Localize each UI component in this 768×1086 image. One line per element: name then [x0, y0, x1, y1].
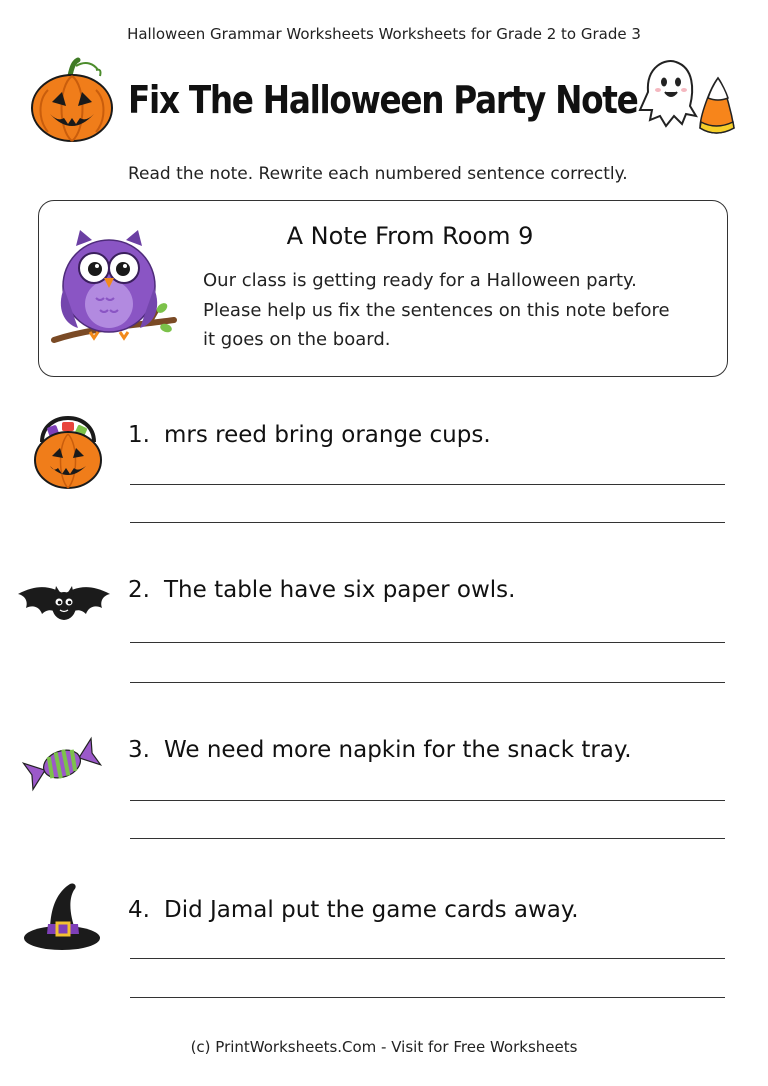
- witch-hat-icon: [22, 880, 104, 956]
- answer-line[interactable]: [130, 682, 725, 683]
- note-line: Our class is getting ready for a Halloween party.: [203, 270, 637, 291]
- note-title: A Note From Room 9: [286, 222, 534, 250]
- question-4: [128, 897, 579, 923]
- question-sentence: We need more napkin for the snack tray.: [164, 737, 632, 763]
- question-sentence: The table have six paper owls.: [164, 577, 516, 603]
- question-number: 4.: [128, 897, 150, 923]
- page-title: Fix The Halloween Party Note: [128, 78, 638, 122]
- candy-corn-icon: [696, 76, 738, 138]
- answer-line[interactable]: [130, 484, 725, 485]
- question-3: [128, 737, 632, 763]
- pumpkin-basket-icon: [32, 404, 104, 490]
- question-number: 1.: [128, 422, 150, 448]
- question-sentence: mrs reed bring orange cups.: [164, 422, 491, 448]
- note-line: Please help us fix the sentences on this note before: [203, 299, 670, 321]
- worksheet-category-title: Halloween Grammar Worksheets Worksheets for Grade 2 to Grade 3: [127, 25, 641, 43]
- footer-credit: (c) PrintWorksheets.Com - Visit for Free Worksheets: [190, 1038, 578, 1056]
- answer-line[interactable]: [130, 958, 725, 959]
- owl-icon: [50, 228, 180, 352]
- answer-line[interactable]: [130, 800, 725, 801]
- answer-line[interactable]: [130, 642, 725, 643]
- answer-line[interactable]: [130, 997, 725, 998]
- jack-o-lantern-icon: [28, 56, 116, 146]
- ghost-icon: [636, 56, 702, 130]
- answer-line[interactable]: [130, 522, 725, 523]
- question-number: 3.: [128, 737, 150, 763]
- question-sentence: Did Jamal put the game cards away.: [164, 897, 579, 923]
- note-line: it goes on the board.: [203, 329, 391, 350]
- question-2: [128, 577, 515, 603]
- question-number: 2.: [128, 577, 150, 603]
- instructions: Read the note. Rewrite each numbered sentence correctly.: [128, 164, 628, 184]
- question-1: [128, 422, 491, 448]
- note-body: [203, 266, 713, 355]
- bat-icon: [14, 578, 114, 628]
- answer-line[interactable]: [130, 838, 725, 839]
- candy-icon: [22, 734, 102, 794]
